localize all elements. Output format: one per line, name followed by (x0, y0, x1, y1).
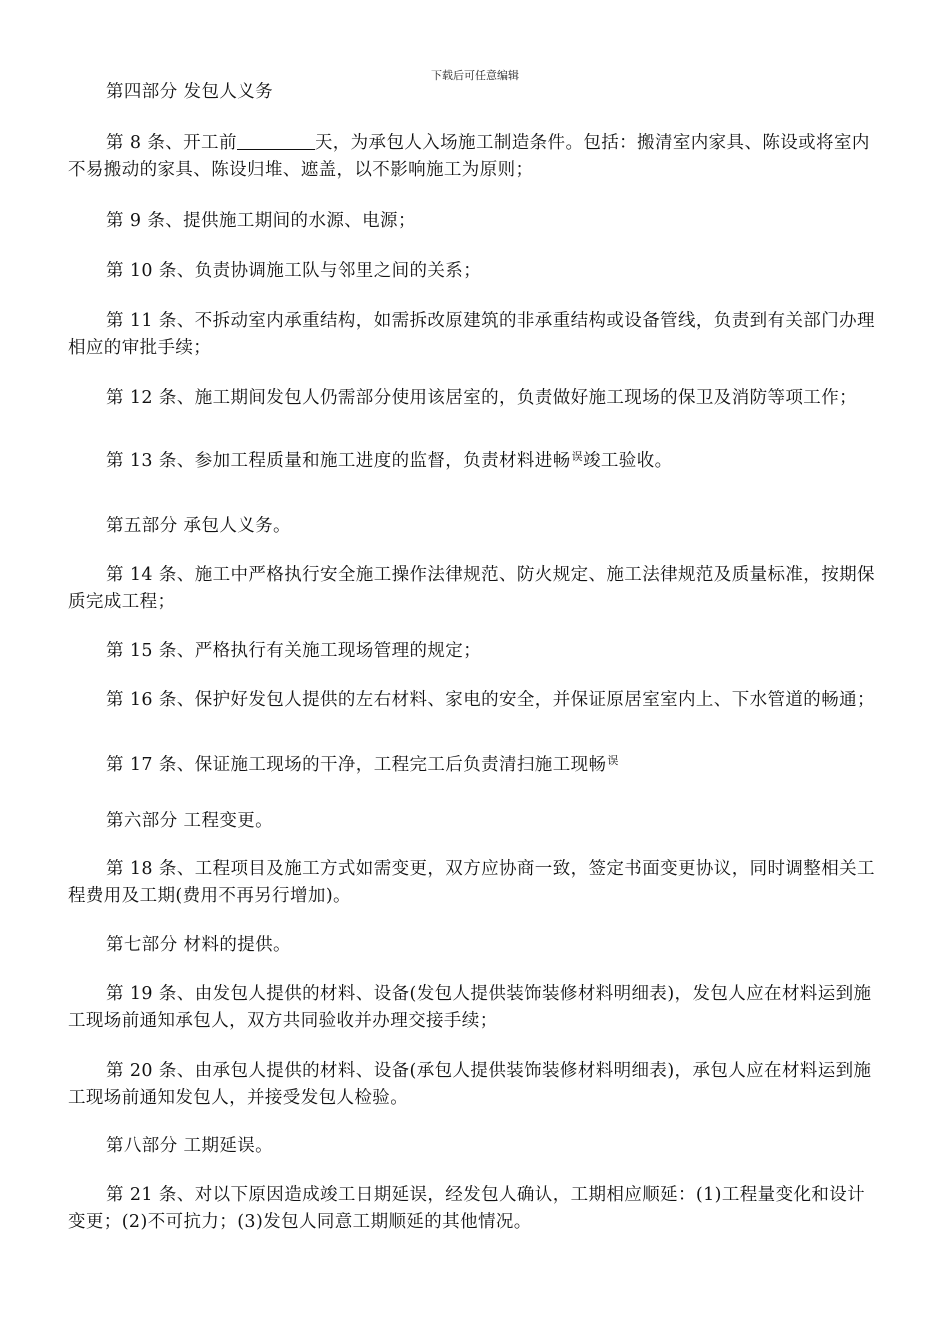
document-body (68, 79, 882, 1236)
clause-13: 第 13 条、参加工程质量和施工进度的监督，负责材料进畅$^误$竣工验收。 (106, 450, 673, 471)
page-header: 下载后可任意编辑 (431, 69, 519, 82)
clause-20: 第 20 条、由承包人提供的材料、设备(承包人提供装饰装修材料明细表)，承包人应在材料运到施工现场前通知发包人，并接受发包人检验。 (68, 1061, 872, 1108)
clause-14: 第 14 条、施工中严格执行安全施工操作法律规范、防火规定、施工法律规范及质量标准，按期保质完成工程； (68, 565, 875, 612)
clause-16: 第 16 条、保护好发包人提供的左右材料、家电的安全，并保证原居室室内上、下水管道的畅通； (106, 690, 875, 710)
clause-11: 第 11 条、不拆动室内承重结构，如需拆改原建筑的非承重结构或设备管线，负责到有关部门办理相应的审批手续； (68, 311, 875, 358)
section-heading-8: 第八部分 工期延误。 (106, 1136, 274, 1156)
section-heading-7: 第七部分 材料的提供。 (106, 935, 291, 955)
clause-9: 第 9 条、提供施工期间的水源、电源； (106, 211, 416, 231)
clause-8: 第 8 条、开工前 天，为承包人入场施工制造条件。包括：搬清室内家具、陈设或将室内不易搬动的家具、陈设归堆、遮盖，以不影响施工为原则； (68, 133, 870, 180)
section-heading-5: 第五部分 承包人义务。 (106, 516, 291, 536)
section-heading-4: 第四部分 发包人义务 (106, 82, 274, 102)
clause-21: 第 21 条、对以下原因造成竣工日期延误，经发包人确认，工期相应顺延：(1)工程量变化和设计变更；(2)不可抗力；(3)发包人同意工期顺延的其他情况。 (68, 1185, 866, 1232)
clause-10: 第 10 条、负责协调施工队与邻里之间的关系； (106, 261, 482, 281)
clause-19: 第 19 条、由发包人提供的材料、设备(发包人提供装饰装修材料明细表)，发包人应在材料运到施工现场前通知承包人，双方共同验收并办理交接手续； (68, 984, 872, 1031)
clause-12: 第 12 条、施工期间发包人仍需部分使用该居室的，负责做好施工现场的保卫及消防等项工作； (106, 388, 857, 408)
blank-days-field (237, 131, 315, 150)
clause-15: 第 15 条、严格执行有关施工现场管理的规定； (106, 641, 482, 661)
clause-17: 第 17 条、保证施工现场的干净，工程完工后负责清扫施工现畅$^误$ (106, 754, 619, 775)
section-heading-6: 第六部分 工程变更。 (106, 811, 274, 831)
clause-18: 第 18 条、工程项目及施工方式如需变更，双方应协商一致，签定书面变更协议，同时调整相关工程费用及工期(费用不再另行增加)。 (68, 859, 875, 906)
